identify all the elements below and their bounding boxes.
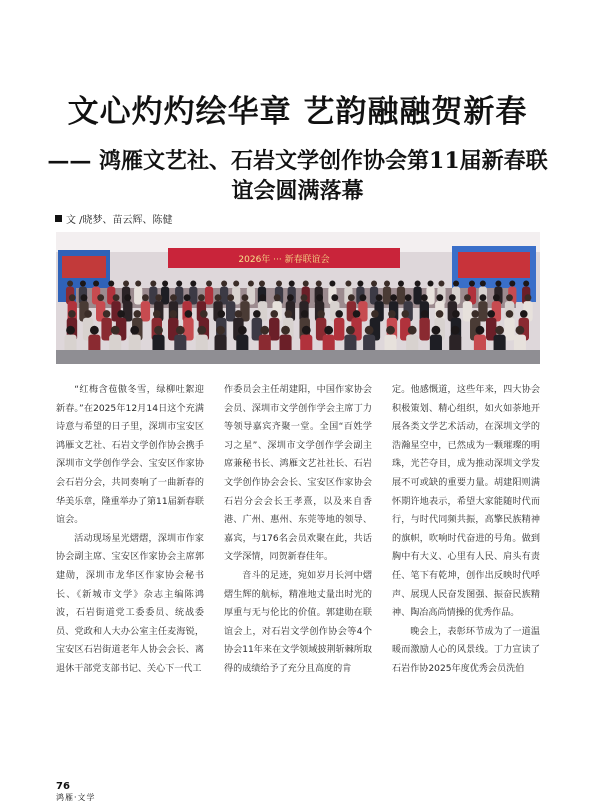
crowd-head bbox=[324, 326, 333, 335]
crowd-head bbox=[184, 294, 191, 301]
crowd-figure bbox=[478, 301, 487, 321]
crowd-head bbox=[408, 326, 417, 335]
crowd-head bbox=[390, 294, 397, 301]
article-title: 文心灼灼绘华章 艺韵融融贺新春 bbox=[67, 94, 528, 130]
crowd-head bbox=[133, 310, 141, 318]
crowd-head bbox=[360, 294, 367, 301]
crowd-head bbox=[108, 281, 114, 287]
crowd-head bbox=[523, 281, 529, 287]
crowd-head bbox=[259, 281, 265, 287]
crowd-head bbox=[235, 310, 243, 318]
crowd-head bbox=[405, 294, 412, 301]
crowd-head bbox=[401, 310, 409, 318]
crowd-head bbox=[285, 310, 293, 318]
crowd-head bbox=[487, 310, 495, 318]
crowd-head bbox=[495, 326, 504, 335]
crowd-head bbox=[276, 281, 282, 287]
crowd-head bbox=[438, 281, 444, 287]
crowd-head bbox=[365, 326, 374, 335]
group-photo-illustration bbox=[56, 232, 540, 364]
crowd-figure bbox=[383, 287, 391, 305]
crowd-head bbox=[135, 281, 141, 287]
crowd-head bbox=[303, 281, 309, 287]
crowd-head bbox=[155, 294, 162, 301]
crowd-head bbox=[185, 310, 193, 318]
crowd-head bbox=[376, 294, 383, 301]
crowd-head bbox=[452, 310, 460, 318]
crowd-head bbox=[216, 326, 225, 335]
crowd-head bbox=[335, 310, 343, 318]
crowd-head bbox=[198, 294, 205, 301]
crowd-head bbox=[142, 294, 149, 301]
crowd-head bbox=[190, 281, 196, 287]
crowd-head bbox=[248, 281, 254, 287]
crowd-head bbox=[215, 294, 222, 301]
paragraph: “红梅含苞傲冬雪，绿柳吐絮迎新春。”在2025年12月14日这个充满诗意与希望的日子里，深圳市宝安区鸿雁文艺社、石岩文学创作协会携手深圳市文学创作学会、宝安区作家协会石岩分会，共同奏响了一曲新春的华美乐章，隆重举办了第11届新春联谊会。 bbox=[56, 385, 204, 526]
paragraph: 活动现场星光熠熠，深圳市作家协会副主席、宝安区作家协会主席郭建勋，深圳市龙华区作家协会秘书长、《新城市文学》杂志主编陈鸿波，石岩街道党工委委员、统战委员、党政和人大办公室主任麦海锐，宝安区石岩街道老年人协会会长、离退休干部党支部书记、关心下一代工 bbox=[56, 533, 204, 674]
crowd-head bbox=[516, 326, 525, 335]
crowd-figure bbox=[397, 287, 405, 305]
crowd-head bbox=[217, 310, 225, 318]
crowd-head bbox=[176, 281, 182, 287]
group-photo bbox=[56, 232, 540, 364]
crowd-head bbox=[421, 294, 428, 301]
crowd-head bbox=[113, 294, 120, 301]
crowd-head bbox=[480, 281, 486, 287]
crowd-head bbox=[371, 281, 377, 287]
byline-text: 文 /晓梦、苗云辉、陈健 bbox=[66, 215, 173, 226]
crowd-head bbox=[451, 326, 460, 335]
crowd-head bbox=[259, 294, 266, 301]
crowd-head bbox=[476, 326, 485, 335]
crowd-head bbox=[242, 294, 249, 301]
crowd-head bbox=[464, 294, 471, 301]
crowd-head bbox=[301, 294, 308, 301]
crowd-head bbox=[469, 281, 475, 287]
crowd-head bbox=[329, 281, 335, 287]
crowd-head bbox=[97, 294, 104, 301]
crowd-head bbox=[453, 281, 459, 287]
crowd-head bbox=[371, 310, 379, 318]
paragraph: 定。他感慨道，这些年来，四大协会积极策划、精心组织，如火如荼地开展各类文学艺术活动，在深圳文学的浩瀚星空中，已然成为一颗璀璨的明珠，光芒夺目，成为推动深圳文学发展不可或缺的重要力量。胡建阳则满怀期许地表示，希望大家能随时代而行，与时代同频共振，高擎民族精神的旗帜，吹响时代奋进的号角。做到胸中有大义、心里有人民、肩头有责任、笔下有乾坤，创作出反映时代呼声、展现人民奋发图强、振奋民族精神、陶冶高尚情操的优秀作品。 bbox=[392, 385, 540, 619]
crowd-head bbox=[274, 294, 281, 301]
crowd-head bbox=[154, 326, 163, 335]
crowd-figure bbox=[419, 318, 429, 341]
crowd-head bbox=[357, 281, 363, 287]
crowd-head bbox=[111, 326, 120, 335]
square-bullet-icon bbox=[55, 215, 62, 222]
crowd-head bbox=[348, 294, 355, 301]
crowd-head bbox=[66, 326, 75, 335]
magazine-name: 鸿雁·文学 bbox=[56, 793, 96, 802]
crowd-head bbox=[227, 294, 234, 301]
crowd-head bbox=[162, 281, 168, 287]
crowd-head bbox=[384, 281, 390, 287]
crowd-head bbox=[301, 310, 309, 318]
page-number: 76 bbox=[56, 781, 70, 792]
crowd-head bbox=[302, 326, 311, 335]
crowd-figure bbox=[334, 318, 344, 341]
crowd-head bbox=[176, 326, 185, 335]
crowd-head bbox=[506, 310, 514, 318]
article-subtitle: —— 鸿雁文艺社、石岩文学创作协会第11届新春联谊会圆满落幕 bbox=[47, 148, 548, 204]
crowd-figure bbox=[463, 301, 472, 321]
crowd-head bbox=[346, 326, 355, 335]
crowd-head bbox=[421, 310, 429, 318]
crowd-head bbox=[415, 281, 421, 287]
crowd-head bbox=[238, 326, 247, 335]
crowd-head bbox=[124, 294, 131, 301]
crowd-head bbox=[353, 310, 361, 318]
crowd-head bbox=[93, 281, 99, 287]
crowd-head bbox=[432, 326, 441, 335]
crowd-head bbox=[480, 294, 487, 301]
text-column-2 bbox=[224, 381, 372, 679]
crowd-figure bbox=[504, 318, 514, 341]
crowd-head bbox=[331, 294, 338, 301]
crowd-head bbox=[471, 310, 479, 318]
crowd-head bbox=[345, 281, 351, 287]
crowd-head bbox=[170, 294, 177, 301]
text-column-3 bbox=[392, 381, 540, 679]
crowd-head bbox=[449, 294, 456, 301]
crowd-head bbox=[388, 310, 396, 318]
crowd-head bbox=[436, 294, 443, 301]
crowd-head bbox=[386, 326, 395, 335]
crowd-head bbox=[520, 310, 528, 318]
crowd-head bbox=[281, 326, 290, 335]
crowd-head bbox=[253, 310, 261, 318]
crowd-head bbox=[289, 281, 295, 287]
crowd-head bbox=[287, 294, 294, 301]
crowd-head bbox=[506, 294, 513, 301]
crowd-head bbox=[270, 310, 278, 318]
crowd-head bbox=[493, 294, 500, 301]
text-column-1 bbox=[56, 381, 204, 679]
crowd-head bbox=[316, 281, 322, 287]
crowd-head bbox=[260, 326, 269, 335]
crowd-head bbox=[428, 281, 434, 287]
crowd-head bbox=[81, 294, 88, 301]
crowd-figure bbox=[226, 301, 235, 321]
crowd-head bbox=[130, 326, 139, 335]
crowd-head bbox=[68, 310, 76, 318]
crowd-figure bbox=[413, 287, 421, 305]
crowd-figure bbox=[141, 301, 150, 321]
crowd-head bbox=[233, 281, 239, 287]
crowd-head bbox=[153, 310, 161, 318]
crowd-head bbox=[206, 281, 212, 287]
crowd-figure bbox=[134, 287, 142, 305]
crowd-head bbox=[200, 310, 208, 318]
crowd-head bbox=[169, 310, 177, 318]
crowd-head bbox=[317, 310, 325, 318]
crowd-head bbox=[103, 310, 111, 318]
crowd-head bbox=[495, 281, 501, 287]
crowd-head bbox=[316, 294, 323, 301]
crowd-head bbox=[197, 326, 206, 335]
crowd-head bbox=[84, 310, 92, 318]
crowd-figure bbox=[205, 287, 213, 305]
crowd-head bbox=[90, 326, 99, 335]
banner-text: 2026年 ··· 新春联谊会 bbox=[238, 255, 330, 265]
byline bbox=[55, 211, 173, 226]
paragraph: 音斗的足迹，宛如岁月长河中熠熠生辉的航标，精准地丈量出时光的厚重与无与伦比的价值。郭建勋在联谊会上，对石岩文学创作协会等4个协会11年来在文学领域披荆斩棘所取得的成绩给予了充分且高度的肯 bbox=[224, 570, 372, 674]
crowd-head bbox=[221, 281, 227, 287]
crowd-head bbox=[436, 310, 444, 318]
paragraph: 作委员会主任胡建阳，中国作家协会会员、深圳市文学创作学会主席丁力等领导嘉宾齐聚一堂。全国“百姓学习之星”、深圳市文学创作学会副主席兼秘书长、鸿雁文艺社社长、石岩文学创作协会会长、宝安区作家协会石岩分会会长王孝熹，以及来自香港、广州、惠州、东莞等地的领导、嘉宾，与176名会员欢聚在此，共话文学深情，同贺新春佳年。 bbox=[224, 385, 372, 563]
crowd-head bbox=[398, 281, 404, 287]
paragraph: 晚会上，表彰环节成为了一道温暖而激励人心的风景线。丁力宣读了石岩作协2025年度优秀会员洗伯 bbox=[392, 626, 540, 674]
crowd-head bbox=[123, 281, 129, 287]
crowd-head bbox=[67, 281, 73, 287]
crowd-head bbox=[69, 294, 76, 301]
crowd-head bbox=[525, 294, 532, 301]
crowd-head bbox=[509, 281, 515, 287]
crowd-head bbox=[150, 281, 156, 287]
crowd-head bbox=[80, 281, 86, 287]
crowd-head bbox=[117, 310, 125, 318]
